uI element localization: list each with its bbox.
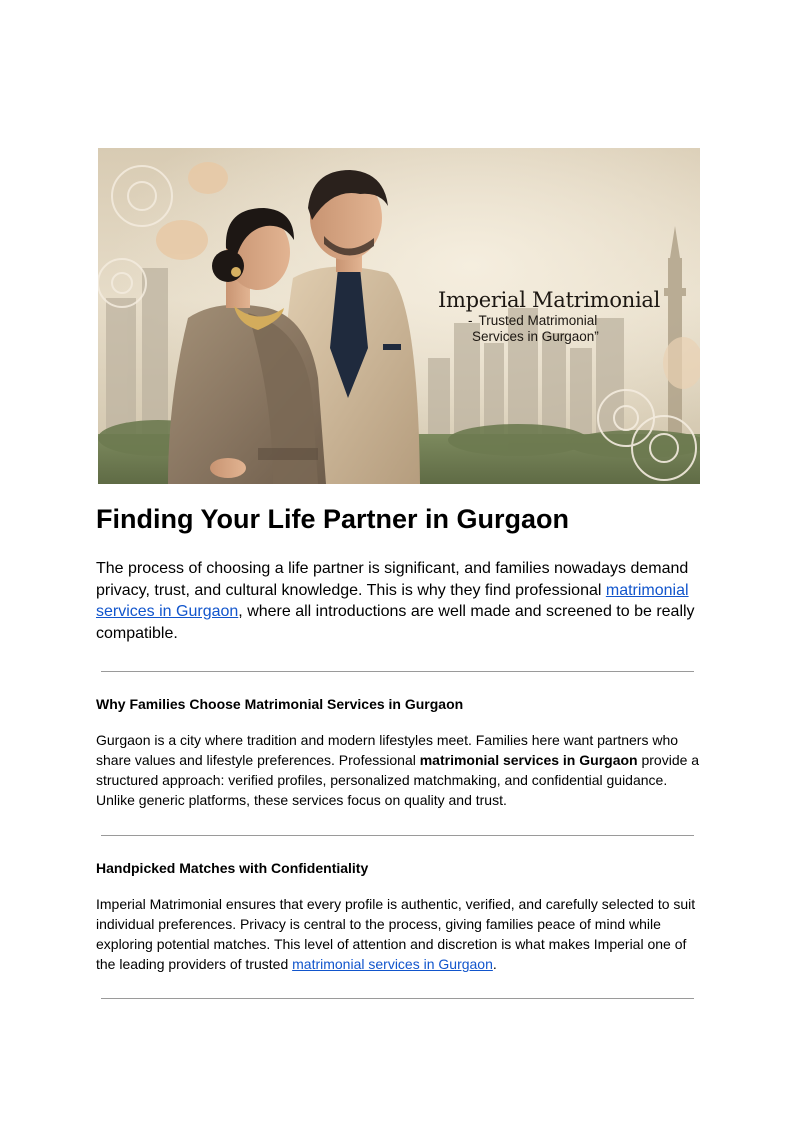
section-body-why-families bbox=[96, 730, 702, 810]
intro-text-after: , where all introductions are well made and screened to be really compatible. bbox=[96, 603, 695, 642]
section-body-handpicked-matches bbox=[96, 894, 702, 974]
hero-image bbox=[98, 148, 700, 484]
section-text-after: . bbox=[492, 956, 497, 972]
hero-brand-name: Imperial Matrimonial bbox=[438, 288, 660, 312]
section-bold-phrase: matrimonial services in Gurgaon bbox=[419, 752, 638, 768]
hero-tagline bbox=[438, 313, 658, 345]
horizontal-divider bbox=[101, 998, 694, 999]
section-heading-why-families: Why Families Choose Matrimonial Services in Gurgaon bbox=[96, 696, 464, 712]
hero-tagline-dash: - bbox=[468, 313, 473, 328]
intro-matrimonial-services-link[interactable]: matrimonial services in Gurgaon bbox=[96, 581, 689, 620]
section-heading-handpicked-matches: Handpicked Matches with Confidentiality bbox=[96, 860, 369, 876]
hero-tagline-line2: Services in Gurgaon” bbox=[472, 329, 599, 344]
intro-text-before: The process of choosing a life partner is significant, and families nowadays demand privacy, trust, and cultural knowledge. This is why they find professional bbox=[96, 560, 689, 599]
hero-tagline-line1: Trusted Matrimonial bbox=[478, 313, 598, 328]
intro-paragraph bbox=[96, 558, 706, 644]
page-title: Finding Your Life Partner in Gurgaon bbox=[96, 504, 570, 534]
section-text-before: Imperial Matrimonial ensures that every profile is authentic, verified, and carefully selected to suit individual preferences. Privacy is central to the process, giving families peace of mind while exploring potential matches. This level of attention and discretion is what makes Imperial one of the leading providers of trusted bbox=[96, 896, 696, 972]
hero-text-overlay bbox=[438, 288, 658, 345]
section-text-after: provide a structured approach: verified profiles, personalized matchmaking, and confidential guidance. Unlike generic platforms, these services focus on quality and trust. bbox=[96, 752, 700, 808]
horizontal-divider bbox=[101, 671, 694, 672]
section-text-before: Gurgaon is a city where tradition and modern lifestyles meet. Families here want partners who share values and lifestyle preferences. Professional bbox=[96, 732, 679, 768]
horizontal-divider bbox=[101, 835, 694, 836]
section-matrimonial-services-link[interactable]: matrimonial services in Gurgaon bbox=[292, 956, 493, 972]
